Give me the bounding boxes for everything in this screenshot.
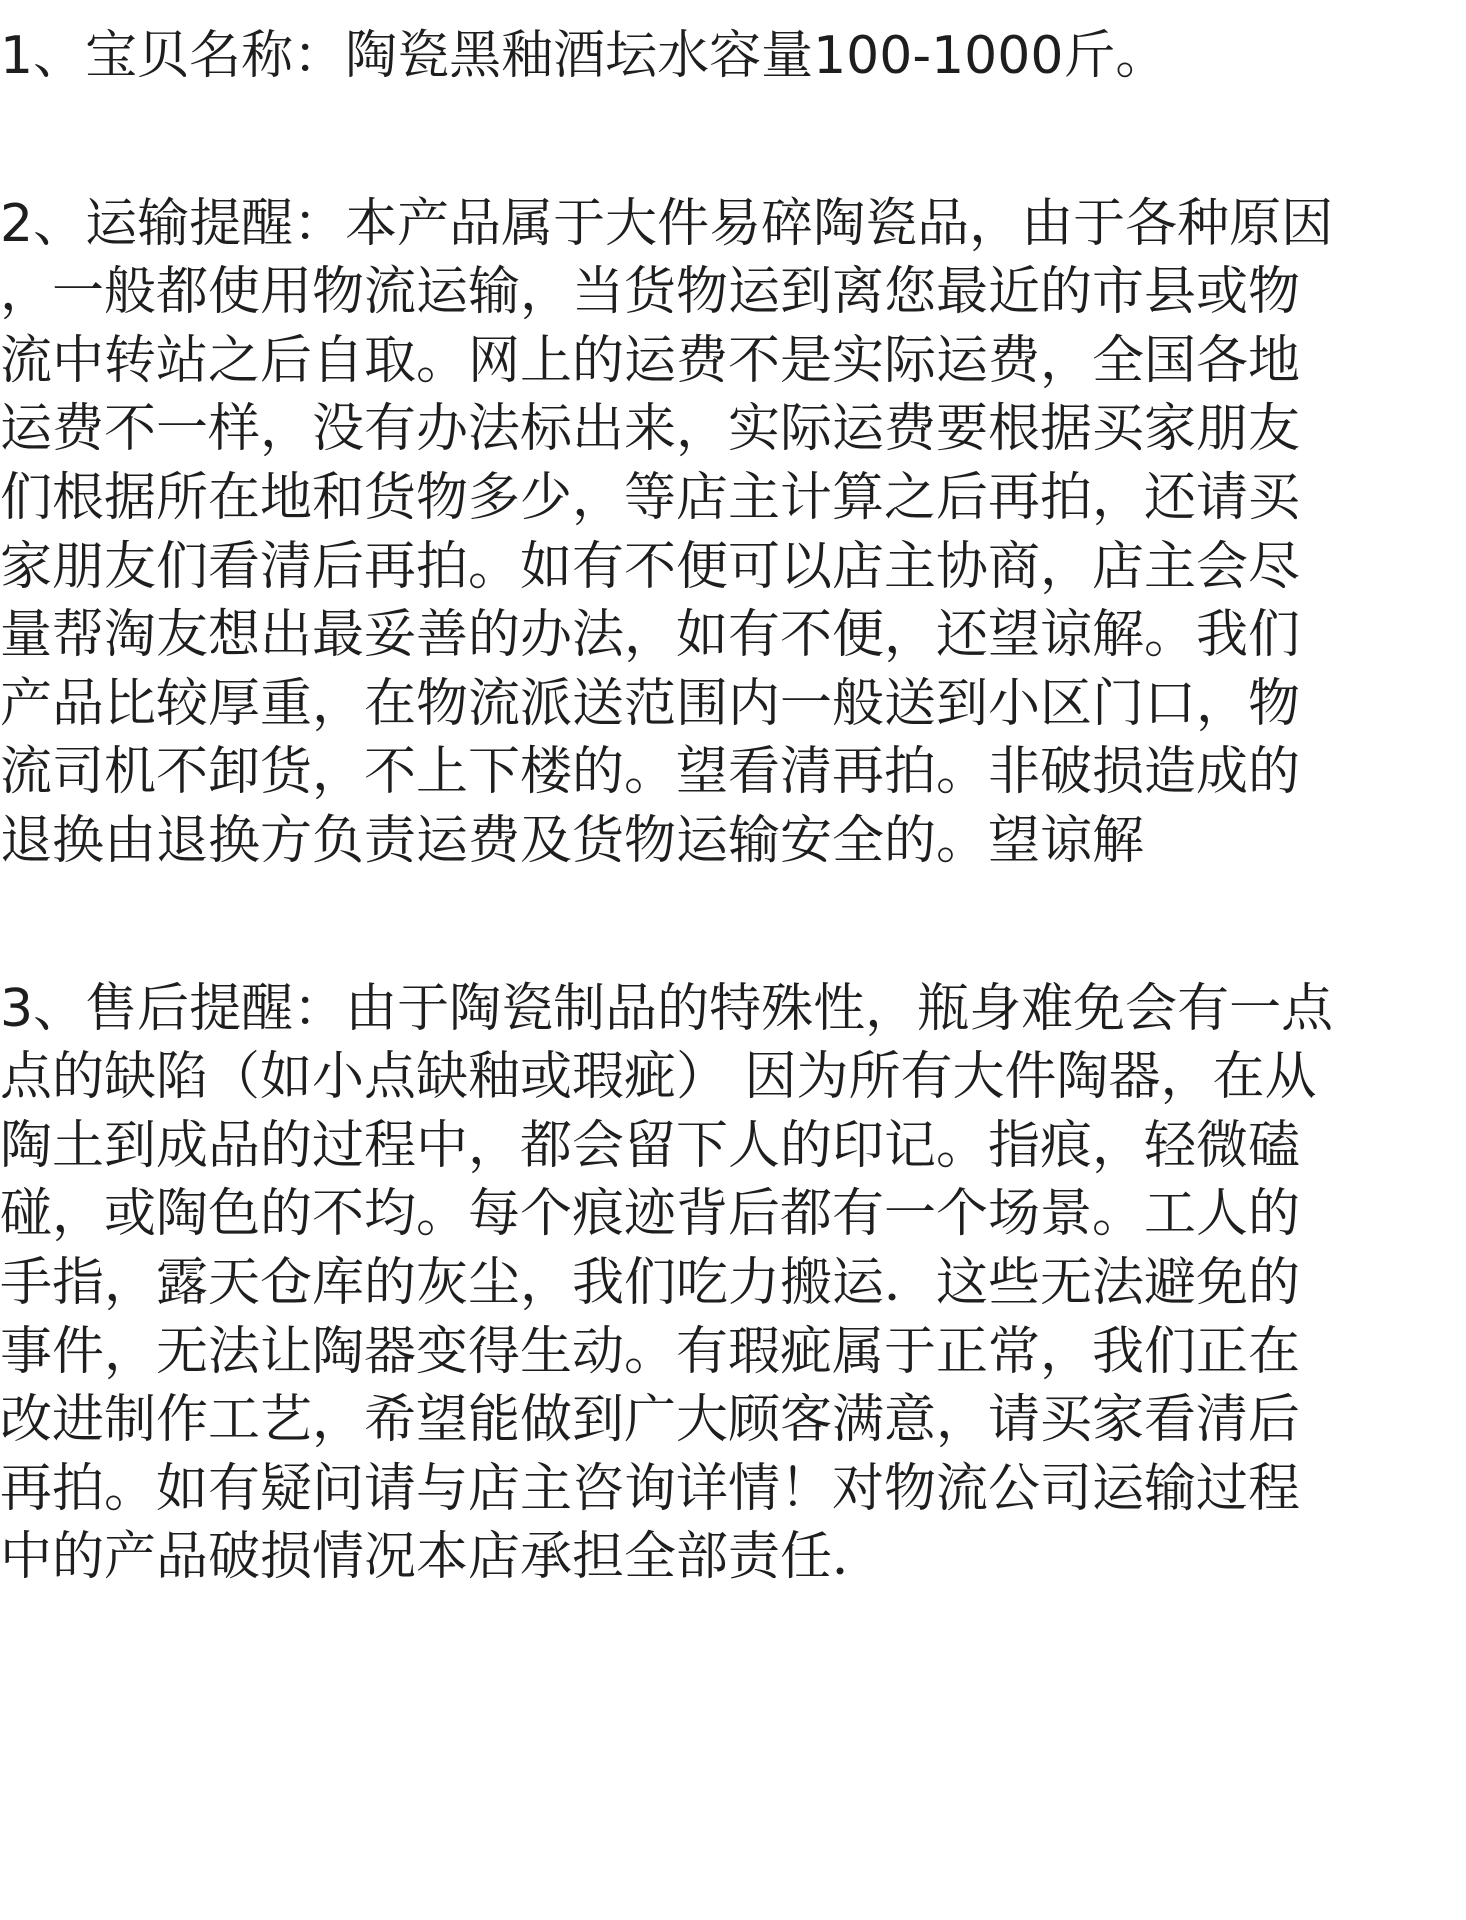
paragraph-spacer [0,876,1466,975]
text-line: 再拍。如有疑问请与店主咨询详情！对物流公司运输过程 [0,1458,1301,1519]
text-line: 们根据所在地和货物多少，等店主计算之后再拍，还请买 [0,467,1301,528]
text-line: 家朋友们看清后再拍。如有不便可以店主协商，店主会尽 [0,536,1301,597]
text-line: 流司机不卸货，不上下楼的。望看清再拍。非破损造成的 [0,742,1301,803]
section-after-sales-reminder [0,975,1466,1592]
text-line: 陶土到成品的过程中，都会留下人的印记。指痕，轻微磕 [0,1115,1301,1176]
text-line: 中的产品破损情况本店承担全部责任． [0,1527,885,1588]
section-product-name [0,22,1466,91]
text-line: ，一般都使用物流运输，当货物运到离您最近的市县或物 [0,262,1301,323]
text-line: 量帮淘友想出最妥善的办法，如有不便，还望谅解。我们 [0,605,1301,666]
text-line: 运费不一样，没有办法标出来，实际运费要根据买家朋友 [0,399,1301,460]
text-line: 手指，露天仓库的灰尘，我们吃力搬运．这些无法避免的 [0,1252,1301,1313]
text-line: 退换由退换方负责运费及货物运输安全的。望谅解 [0,810,1145,871]
document [0,22,1466,1592]
text-line: 改进制作工艺，希望能做到广大顾客满意，请买家看清后 [0,1390,1301,1451]
text-line: 碰，或陶色的不均。每个痕迹背后都有一个场景。工人的 [0,1184,1301,1245]
text-line: 1、宝贝名称：陶瓷黑釉酒坛水容量100-1000斤。 [0,26,1168,86]
text-line: 事件，无法让陶器变得生动。有瑕疵属于正常，我们正在 [0,1321,1301,1382]
text-line: 3、售后提醒：由于陶瓷制品的特殊性，瓶身难免会有一点 [0,978,1334,1039]
text-line: 2、运输提醒：本产品属于大件易碎陶瓷品，由于各种原因 [0,193,1334,254]
text-line: 点的缺陷（如小点缺釉或瑕疵） 因为所有大件陶器，在从 [0,1047,1317,1108]
paragraph-spacer [0,91,1466,190]
text-line: 流中转站之后自取。网上的运费不是实际运费，全国各地 [0,330,1301,391]
section-shipping-reminder [0,190,1466,876]
text-line: 产品比较厚重，在物流派送范围内一般送到小区门口，物 [0,673,1301,734]
